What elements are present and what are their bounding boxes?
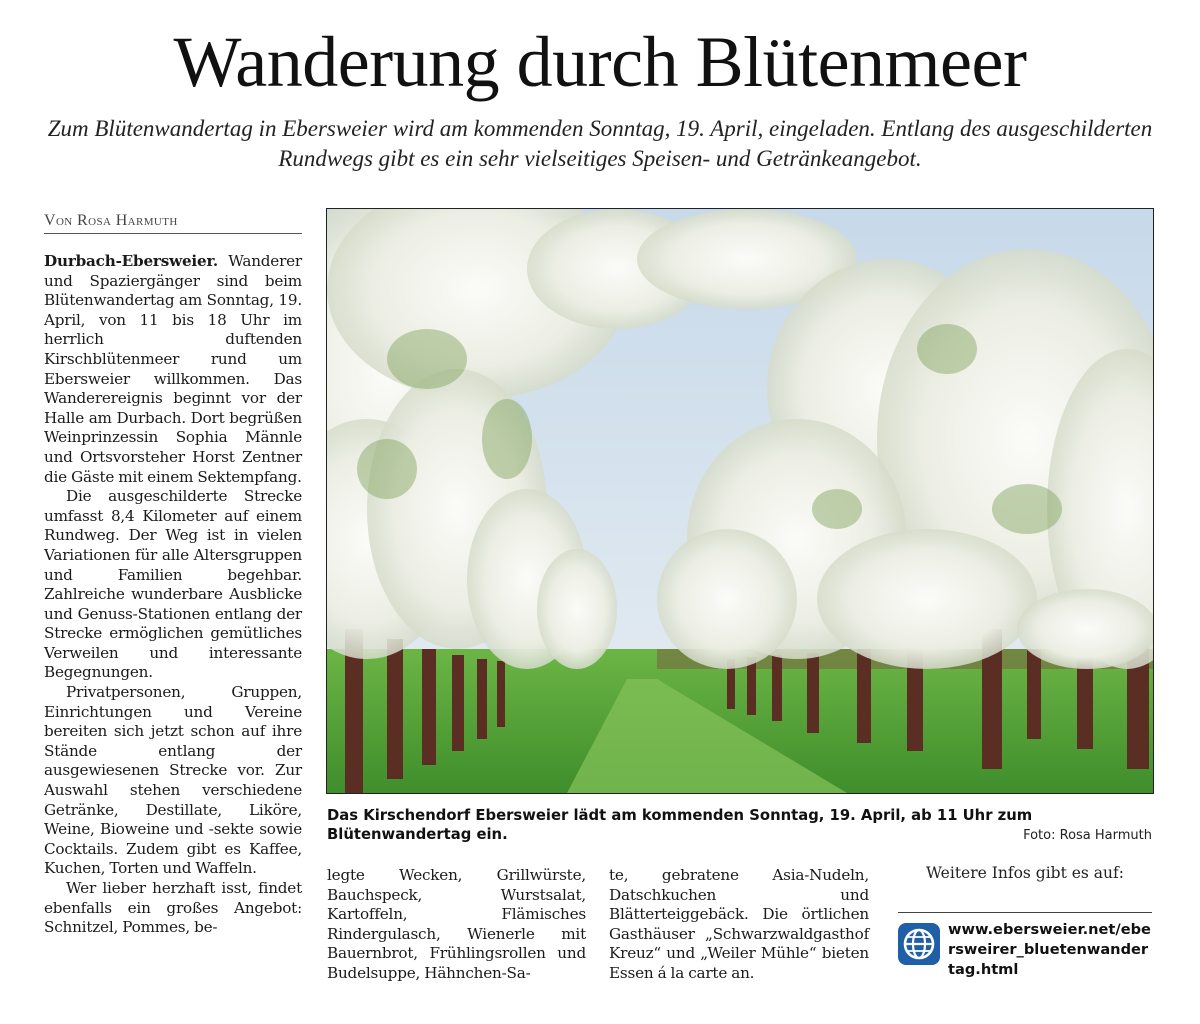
info-divider — [898, 912, 1152, 913]
info-link[interactable]: www.ebersweier.net/ebersweirer_bluetenwandertag.html — [948, 921, 1151, 978]
article-column-2 — [327, 866, 586, 984]
paragraph-1-text: Wanderer und Spaziergänger sind beim Blütenwandertag am Sonntag, 19. April, von 11 bis 18 Uhr im herrlich duftenden Kirschblütenmeer rund um Ebersweier willkommen. Das Wanderereignis beginnt vor der Halle am Durbach. Dort begrüßen Weinprinzessin Sophia Männle und Ortsvorsteher Horst Zentner die Gäste mit einem Sektempfang. — [44, 252, 302, 486]
photo-caption: Das Kirschendorf Ebersweier lädt am kommenden Sonntag, 19. April, ab 11 Uhr zum Blütenwandertag ein. — [327, 807, 1033, 843]
cherry-orchard-illustration — [327, 209, 1153, 793]
paragraph-3: Privatpersonen, Gruppen, Einrichtungen und Vereine bereiten sich jetzt schon auf ihre Stände entlang der ausgewiesenen Strecke vor. Zur Auswahl stehen verschiedene Getränke, Destillate, Liköre, Weine, Bioweine und -sekte sowie Cocktails. Zudem gibt es Kaffee, Kuchen, Torten und Waffeln. — [44, 683, 302, 878]
paragraph-1 — [44, 252, 302, 487]
info-box — [898, 920, 1152, 990]
article-headline: Wanderung durch Blütenmeer — [173, 22, 1027, 102]
article-column-1 — [44, 252, 302, 938]
paragraph-4-continued: legte Wecken, Grillwürste, Bauchspeck, Wurstsalat, Kartoffeln, Flämisches Rindergulasch, Wienerle mit Bauernbrot, Frühlingsrollen und Budelsuppe, Hähnchen-Sa- — [327, 866, 586, 982]
paragraph-4-end: te, gebratene Asia-Nudeln, Datschkuchen und Blätterteiggebäck. Die örtlichen Gasthäuser „Schwarzwaldgasthof Kreuz“ und „Weiler Mühle“ bieten Essen á la carte an. — [609, 866, 869, 982]
photo-credit: Foto: Rosa Harmuth — [1023, 828, 1152, 843]
globe-icon — [898, 923, 940, 965]
paragraph-2: Die ausgeschilderte Strecke umfasst 8,4 Kilometer auf einem Rundweg. Der Weg ist in vielen Variationen für alle Altersgruppen und Familien begehbar. Zahlreiche wunderbare Ausblicke und Genuss-Stationen entlang der Strecke ermöglichen gemütliches Verweilen und interessante Begegnungen. — [44, 487, 302, 682]
dateline: Durbach-Ebersweier. — [44, 252, 218, 270]
author-byline: Von Rosa Harmuth — [44, 212, 302, 234]
article-column-3 — [609, 866, 869, 984]
info-heading: Weitere Infos gibt es auf: — [926, 864, 1124, 882]
paragraph-4: Wer lieber herzhaft isst, findet ebenfalls ein großes Angebot: Schnitzel, Pommes, be- — [44, 879, 302, 937]
blossom-photo — [326, 208, 1154, 794]
article-subline: Zum Blütenwandertag in Ebersweier wird am kommenden Sonntag, 19. April, eingeladen. Entlang des ausgeschilderten Rundwegs gibt es ein sehr vielseitiges Speisen- und Getränkeangebot. — [47, 116, 1153, 171]
